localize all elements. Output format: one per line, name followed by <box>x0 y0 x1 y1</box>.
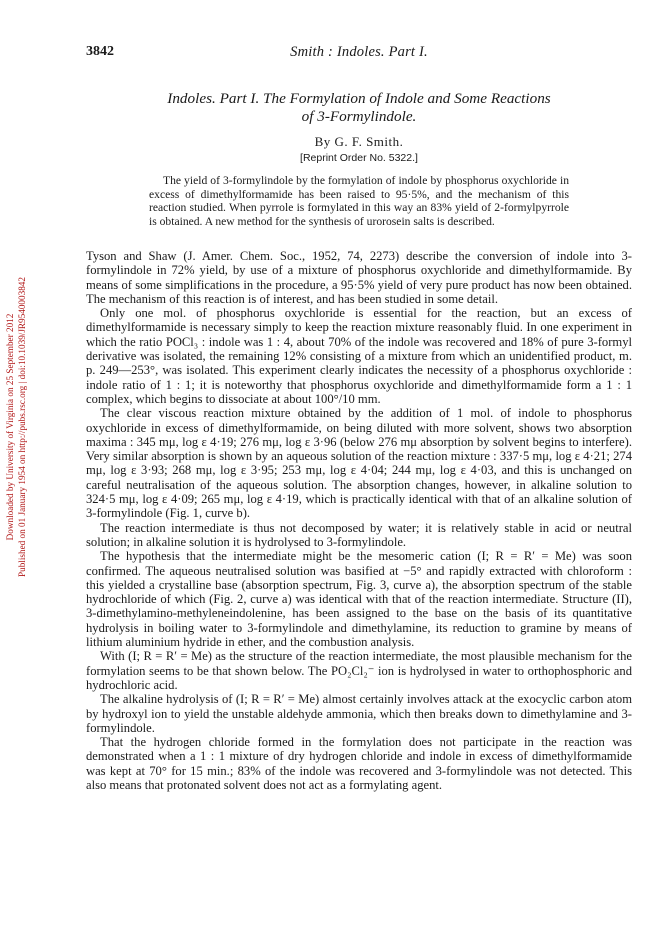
title-line-2: of 3-Formylindole. <box>301 108 417 125</box>
body-paragraph-4: The reaction intermediate is thus not decomposed by water; it is relatively stable in acid or neutral solution; in alkaline solution it is hydrolysed to 3-formylindole. <box>86 520 632 549</box>
download-watermark <box>0 212 30 642</box>
body-paragraph-7: The alkaline hydrolysis of (I; R = R′ = Me) almost certainly involves attack at the exocyclic carbon atom by hydroxyl ion to yield the unstable aldehyde ammonia, which then breaks down to dimethylamine and 3-formylindole. <box>86 692 632 735</box>
body-paragraph-1: Tyson and Shaw (J. Amer. Chem. Soc., 1952, 74, 2273) describe the conversion of indole into 3-formylindole in 72% yield, by use of a mixture of phosphorus oxychloride and dimethylformamide. By means of some simplifications in the procedure, a 95·5% yield of very pure product has now been obtained. The mechanism of this reaction is of interest, and has been studied in some detail. <box>86 249 632 306</box>
download-notice-link[interactable]: Downloaded by University of Virginia on 25 September 2012 <box>5 313 15 541</box>
author-byline: By G. F. Smith. <box>314 134 404 149</box>
body-paragraph-3: The clear viscous reaction mixture obtained by the addition of 1 mol. of indole to phosphorus oxychloride in excess of dimethylformamide, on being diluted with more solvent, shows two absorption maxima : 345 mμ, log ε 4·19; 276 mμ, log ε 3·96 (below 276 mμ absorption by solvent begins to interfere). Very similar absorption is shown by an aqueous solution of the reaction mixture : 337·5 mμ, log ε 4·21; 274 mμ, log ε 3·93; 268 mμ, log ε 3·95; 253 mμ, log ε 4·04; 244 mμ, log ε 4·03, and this is unchanged on careful neutralisation of the aqueous solution. The absorption changes, however, in alkaline solution to 324·5 mμ, log ε 4·09; 265 mμ, log ε 4·19, which is practically identical with that of an alkaline solution of 3-formylindole (Fig. 1, curve b). <box>86 406 632 521</box>
running-head: Smith : Indoles. Part I. <box>290 44 428 60</box>
reprint-order: [Reprint Order No. 5322.] <box>300 152 418 164</box>
body-paragraph-8: That the hydrogen chloride formed in the formylation does not participate in the reaction was demonstrated when a 1 : 1 mixture of dry hydrogen chloride and indole in excess of dimethylformamide was kept at 70° for 15 min.; 83% of the indole was recovered and 3-formylindole was not detected. This also means that protonated solvent does not act as a formylating agent. <box>86 735 632 792</box>
page-number: 3842 <box>86 44 114 59</box>
abstract-text: The yield of 3-formylindole by the formylation of indole by phosphorus oxychloride in excess of dimethylformamide has been raised to 95·5%, and the mechanism of this reaction studied. When pyrrole is formylated in this way an 83% yield of 2-formylpyrrole is obtained. A new method for the synthesis of urorosein salts is described. <box>149 174 569 228</box>
article-title <box>86 90 632 126</box>
abstract <box>149 174 569 228</box>
body-paragraph-6: With (I; R = R′ = Me) as the structure of the reaction intermediate, the most plausible mechanism for the formylation seems to be that shown below. The PO₂Cl₂⁻ ion is hydrolysed in water to orthophosphoric and hydrochloric acid. <box>86 649 632 692</box>
publication-doi-link[interactable]: Published on 01 January 1954 on http://pubs.rsc.org | doi:10.1039/JR9540003842 <box>17 276 27 578</box>
page-header <box>86 44 632 64</box>
title-line-1: Indoles. Part I. The Formylation of Indole and Some Reactions <box>167 90 551 107</box>
body-paragraph-2: Only one mol. of phosphorus oxychloride is essential for the reaction, but an excess of dimethylformamide is necessary simply to keep the reaction mixture reasonably fluid. In one experiment in which the ratio POCl₃ : indole was 1 : 4, about 70% of the indole was recovered and 18% of pure 3-formyl derivative was isolated, the remaining 12% consisting of a mixture from which an unidentified product, m. p. 249—253°, was isolated. This experiment clearly indicates the necessity of a phosphorus oxychloride : indole ratio of 1 : 1; it is noteworthy that phosphorus oxychloride and dimethylformamide form a 1 : 1 complex, which begins to dissociate at about 100°/10 mm. <box>86 306 632 406</box>
article-body <box>86 249 632 792</box>
body-paragraph-5: The hypothesis that the intermediate might be the mesomeric cation (I; R = R′ = Me) was soon confirmed. The aqueous neutralised solution was basified at −5° and rapidly extracted with chloroform : this yielded a crystalline base (absorption spectrum, Fig. 3, curve a), the absorption spectrum of the stable hydrochloride of which (Fig. 2, curve a) was identical with that of the reaction intermediate. Structure (II), 3-dimethylamino-methyleneindolenine, has been assigned to the base on the basis of its quantitative hydrolysis in boiling water to 3-formylindole and dimethylamine, its reduction to gramine by means of lithium aluminium hydride in ether, and the combustion analysis. <box>86 549 632 650</box>
